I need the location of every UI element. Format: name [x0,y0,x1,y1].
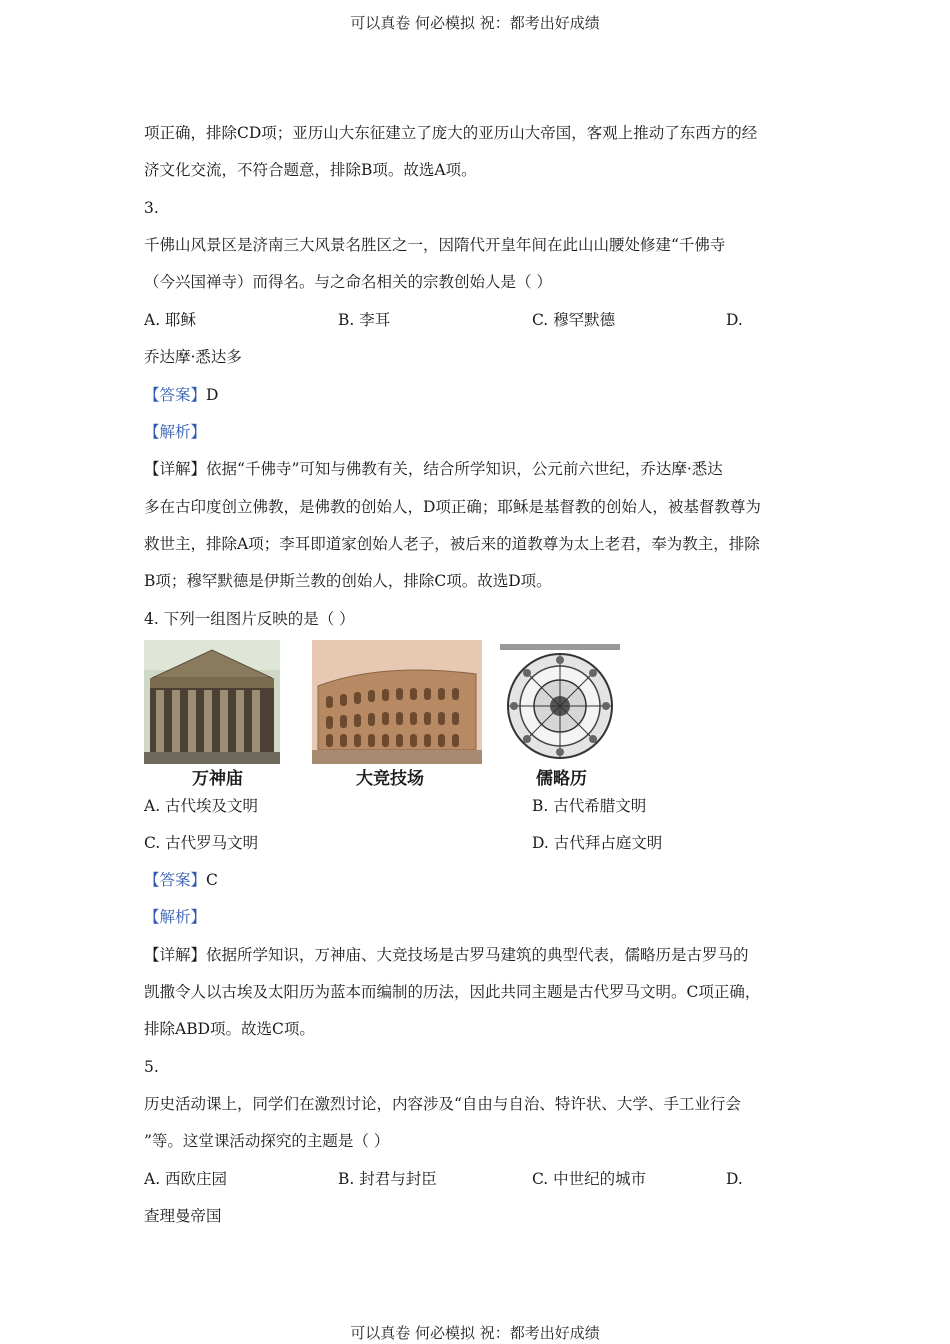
pantheon-image [144,640,280,764]
explanation-text: 依据所学知识，万神庙、大竞技场是古罗马建筑的典型代表，儒略历是古罗马的 [206,946,749,964]
option-a: A. 西欧庄园 [144,1170,228,1188]
figure-group [144,640,644,790]
option-d: D. 古代拜占庭文明 [532,834,663,852]
option-b: B. 封君与封臣 [338,1170,437,1188]
question-stem: 历史活动课上，同学们在激烈讨论，内容涉及“自由与自治、特许状、大学、手工业行会 [144,1095,741,1113]
option-c: C. 穆罕默德 [532,311,616,329]
option-d: D. [726,311,743,329]
text-line: 项正确，排除CD项；亚历山大东征建立了庞大的亚历山大帝国，客观上推动了东西方的经 [144,124,758,142]
question-stem: 千佛山风景区是济南三大风景名胜区之一，因隋代开皇年间在此山山腰处修建“千佛寺 [144,236,726,254]
page-footer: 可以真卷 何必模拟 祝：都考出好成绩 [350,1324,600,1342]
explanation-tag: 【详解】 [144,946,207,964]
question-number: 3. [144,199,159,217]
question-stem: 4. 下列一组图片反映的是（ ） [144,610,355,628]
option-c: C. 古代罗马文明 [144,834,259,852]
option-d-text: 查理曼帝国 [144,1207,222,1225]
explanation-line: 多在古印度创立佛教，是佛教的创始人，D项正确；耶稣是基督教的创始人，被基督教尊为 [144,498,761,516]
analysis-tag: 【解析】 [144,423,207,441]
question-number: 5. [144,1058,159,1076]
option-b: B. 李耳 [338,311,391,329]
option-d: D. [726,1170,743,1188]
option-b: B. 古代希腊文明 [532,797,647,815]
explanation-tag: 【详解】 [144,460,207,478]
text-line: 济文化交流，不符合题意，排除B项。故选A项。 [144,161,477,179]
calendar-image [486,640,638,764]
question-stem: （今兴国禅寺）而得名。与之命名相关的宗教创始人是（ ） [144,273,552,291]
explanation-line [144,458,723,480]
explanation-text: 依据“千佛寺”可知与佛教有关，结合所学知识，公元前六世纪，乔达摩·悉达 [206,460,723,478]
page-header: 可以真卷 何必模拟 祝：都考出好成绩 [350,14,600,32]
answer-tag: 【答案】 [144,386,207,404]
colosseum-image [312,640,482,764]
answer-value: D [206,386,219,404]
explanation-line [144,944,749,966]
option-a: A. 古代埃及文明 [144,797,259,815]
question-stem: ”等。这堂课活动探究的主题是（ ） [144,1132,390,1150]
colosseum-caption: 大竞技场 [356,769,424,789]
explanation-line: 救世主，排除A项；李耳即道家创始人老子，被后来的道教尊为太上老君，奉为教主，排除 [144,535,760,553]
answer-value: C [206,871,218,889]
pantheon-caption: 万神庙 [192,769,243,789]
option-c: C. 中世纪的城市 [532,1170,647,1188]
answer-line [144,384,218,406]
option-d-text: 乔达摩·悉达多 [144,348,242,366]
explanation-line: 排除ABD项。故选C项。 [144,1020,315,1038]
calendar-caption: 儒略历 [536,769,587,789]
option-a: A. 耶稣 [144,311,197,329]
explanation-line: B项；穆罕默德是伊斯兰教的创始人，排除C项。故选D项。 [144,572,552,590]
explanation-line: 凯撒令人以古埃及太阳历为蓝本而编制的历法，因此共同主题是古代罗马文明。C项正确， [144,983,761,1001]
answer-line [144,869,218,891]
analysis-tag: 【解析】 [144,908,207,926]
answer-tag: 【答案】 [144,871,207,889]
